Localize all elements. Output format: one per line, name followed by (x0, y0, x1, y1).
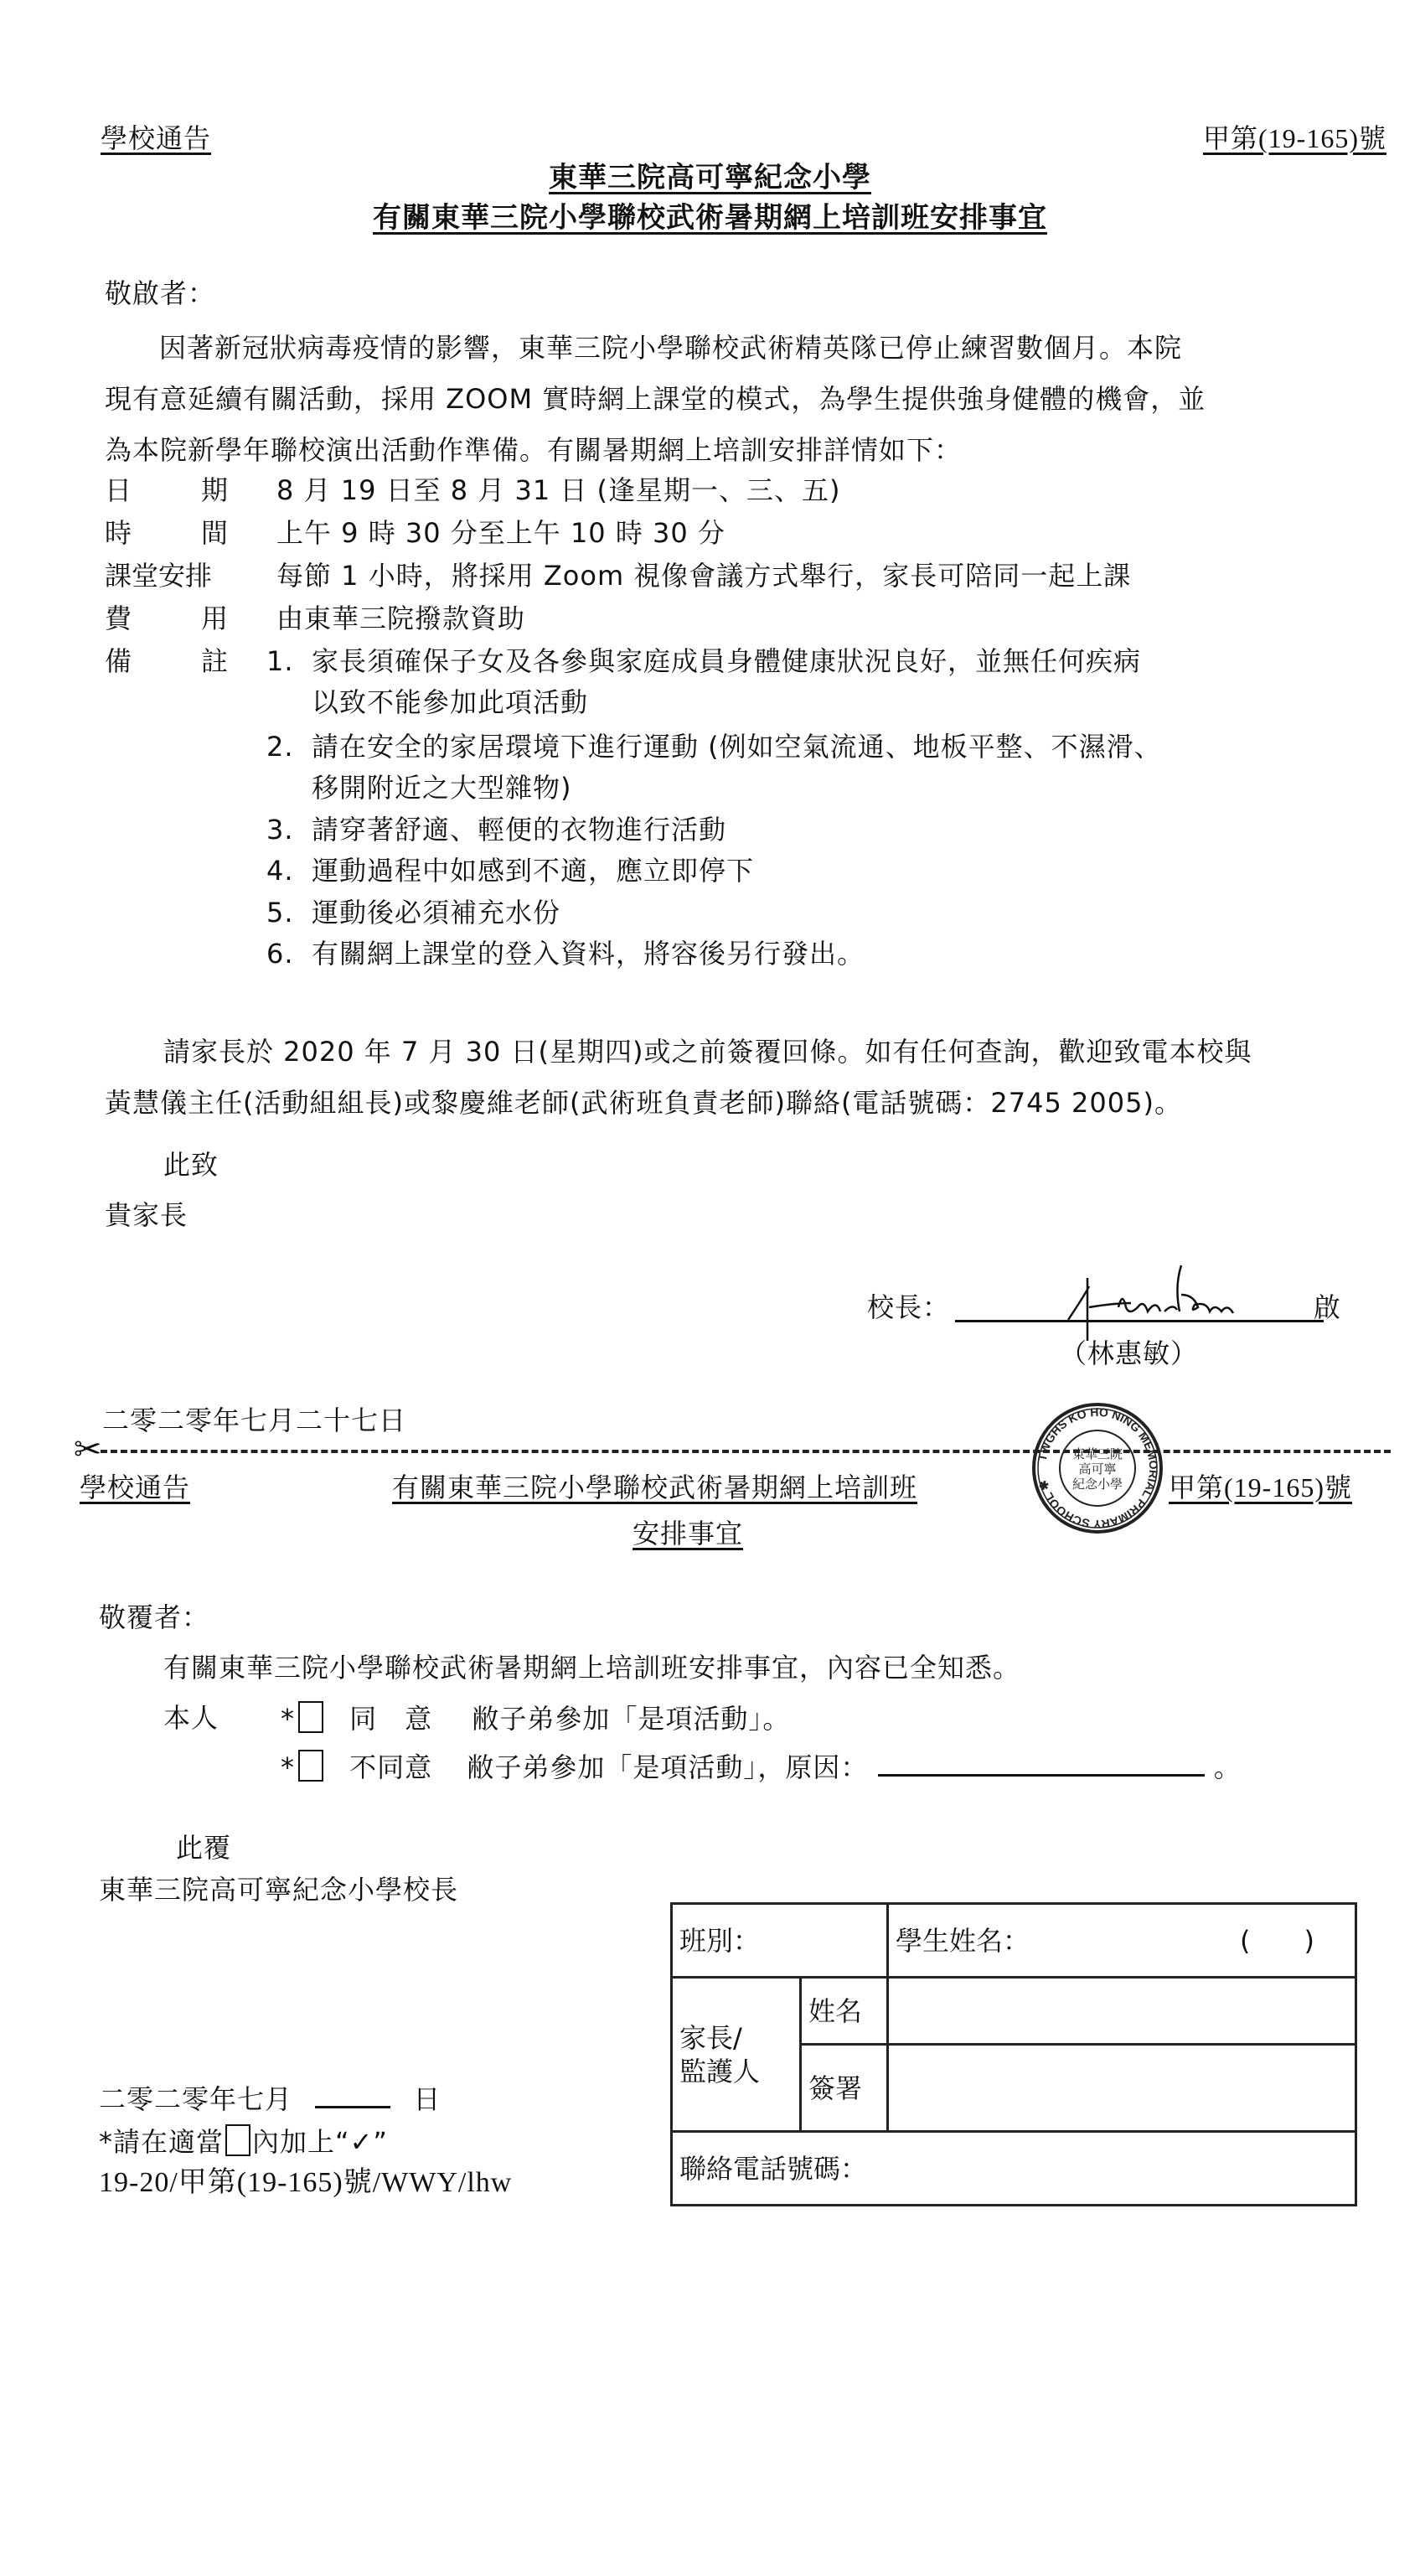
detail-label: 課堂安排 (105, 560, 213, 592)
remark-number: 6. (266, 938, 294, 970)
cut-line (101, 1450, 1391, 1453)
detail-label: 間 (201, 517, 229, 549)
reply-date-suffix: 日 (413, 2083, 441, 2115)
closing-to: 此致 (163, 1149, 219, 1181)
disagree-option[interactable] (281, 1750, 1242, 1784)
detail-label: 時 (105, 517, 132, 549)
class-field[interactable] (672, 1904, 888, 1978)
remark-number: 2. (266, 731, 294, 763)
disagree-label: 不同意 (349, 1751, 433, 1783)
guardian-label: 家長/ (679, 2021, 742, 2054)
reply-closing: 此覆 (176, 1832, 232, 1864)
detail-value: 8 月 19 日至 8 月 31 日 (逢星期一、三、五) (276, 474, 841, 506)
remark-text: 請穿著舒適、輕便的衣物進行活動 (312, 814, 727, 846)
checkbox-sample-icon (225, 2124, 250, 2156)
remark-number: 1. (266, 645, 294, 677)
remark-text: 運動後必須補充水份 (312, 897, 561, 928)
note-prefix: *請在適當 (99, 2126, 225, 2158)
detail-label: 期 (201, 474, 229, 506)
disagree-checkbox[interactable] (298, 1750, 323, 1782)
svg-text:TWGHS KO HO NING MEMORIAL PRIM: TWGHS KO HO NING MEMORIAL PRIMARY SCHOOL ✱ (1035, 1404, 1161, 1532)
reason-end: 。 (1213, 1751, 1242, 1783)
remark-text: 請在安全的家居環境下進行運動 (例如空氣流通、地板平整、不濕滑、 (312, 731, 1162, 763)
agree-text: 敝子弟參加「是項活動」。 (472, 1703, 791, 1735)
asterisk-mark: * (281, 1703, 295, 1735)
student-name-label: 學生姓名： (896, 1924, 1030, 1957)
footer-reference: 19-20/甲第(19-165)號/WWY/lhw (99, 2167, 513, 2198)
svg-text:高可寧: 高可寧 (1078, 1461, 1117, 1477)
disagree-text: 敝子弟參加「是項活動」，原因： (467, 1751, 869, 1783)
detail-value: 由東華三院撥款資助 (276, 603, 526, 634)
remark-number: 5. (266, 897, 294, 928)
reply-salutation: 敬覆者： (99, 1601, 210, 1633)
checkbox-note (99, 2124, 388, 2159)
remark-number: 4. (266, 855, 294, 887)
agree-checkbox[interactable] (298, 1701, 323, 1733)
agree-label: 同 意 (349, 1703, 433, 1735)
agree-option[interactable] (281, 1701, 790, 1735)
reply-acknowledgement: 有關東華三院小學聯校武術暑期網上培訓班安排事宜，內容已全知悉。 (163, 1652, 1021, 1684)
phone-label: 聯絡電話號碼： (679, 2152, 868, 2185)
reason-input[interactable] (878, 1774, 1205, 1777)
remark-number: 3. (266, 814, 294, 846)
school-stamp (1030, 1401, 1164, 1535)
class-number-parens: ( ) (1240, 1924, 1314, 1957)
guardian-label-cell (672, 1978, 801, 2132)
svg-text:紀念小學: 紀念小學 (1071, 1477, 1123, 1492)
notice-subject-text: 有關東華三院小學聯校武術暑期網上培訓班安排事宜 (373, 201, 1047, 235)
closing-recipient: 貴家長 (105, 1199, 188, 1231)
student-name-field[interactable] (888, 1904, 1356, 1978)
reply-subject-line1: 有關東華三院小學聯校武術暑期網上培訓班 (392, 1472, 918, 1503)
remark-text: 以致不能參加此項活動 (312, 686, 589, 718)
notice-label: 學校通告 (101, 123, 212, 153)
detail-label: 用 (201, 603, 229, 634)
notice-date: 二零二零年七月二十七日 (102, 1404, 407, 1436)
reply-notice-label: 學校通告 (80, 1472, 191, 1503)
respect-mark: 啟 (1314, 1291, 1342, 1323)
parent-signature-input[interactable] (888, 2045, 1356, 2132)
detail-label: 費 (105, 603, 132, 634)
scissors-icon: ✂ (74, 1430, 102, 1469)
para2-line1: 請家長於 2020 年 7 月 30 日(星期四)或之前簽覆回條。如有任何查詢，歡迎致電本校與 (163, 1036, 1252, 1068)
note-suffix: 內加上“✓” (252, 2126, 388, 2158)
parent-sign-label: 簽署 (808, 2072, 863, 2104)
reply-recipient: 東華三院高可寧紀念小學校長 (99, 1874, 459, 1906)
reply-date (99, 2082, 441, 2116)
salutation: 敬啟者： (105, 277, 216, 309)
class-label: 班別： (679, 1924, 761, 1957)
school-name-text: 東華三院高可寧紀念小學 (549, 161, 871, 194)
remark-text: 家長須確保子女及各參與家庭成員身體健康狀況良好，並無任何疾病 (312, 645, 1142, 677)
asterisk-mark: * (281, 1751, 295, 1783)
name-label-cell (801, 1978, 888, 2045)
sign-label-cell (801, 2045, 888, 2132)
reply-day-input[interactable] (315, 2106, 390, 2108)
para1-line3: 為本院新學年聯校演出活動作準備。有關暑期網上培訓安排詳情如下： (105, 434, 963, 466)
reply-self-label: 本人 (163, 1702, 219, 1734)
reference-number: 甲第(19-165)號 (1203, 123, 1386, 153)
para1-line1: 因著新冠狀病毒疫情的影響，東華三院小學聯校武術精英隊已停止練習數個月。本院 (159, 332, 1183, 364)
reply-form-table (670, 1902, 1357, 2206)
principal-label: 校長： (867, 1291, 951, 1323)
guardian-label: 監護人 (679, 2055, 761, 2087)
principal-name: （林惠敏） (1060, 1337, 1199, 1369)
phone-field[interactable] (672, 2132, 1356, 2206)
notice-subject (0, 201, 1420, 235)
school-name (0, 161, 1420, 194)
parent-name-input[interactable] (888, 1978, 1356, 2045)
detail-value: 上午 9 時 30 分至上午 10 時 30 分 (276, 517, 725, 549)
remark-text: 運動過程中如感到不適，應立即停下 (312, 855, 755, 887)
reply-date-prefix: 二零二零年七月 (99, 2083, 293, 2115)
remark-text: 有關網上課堂的登入資料，將容後另行發出。 (312, 938, 865, 970)
para2-line2: 黃慧儀主任(活動組組長)或黎慶維老師(武術班負責老師)聯絡(電話號碼：2745 2005)。 (105, 1087, 1182, 1119)
reply-subject-line2: 安排事宜 (633, 1518, 744, 1549)
remark-text: 移開附近之大型雜物) (312, 772, 572, 804)
parent-name-label: 姓名 (808, 1994, 863, 2027)
detail-label: 日 (105, 474, 132, 506)
para1-line2: 現有意延續有關活動，採用 ZOOM 實時網上課堂的模式，為學生提供強身健體的機會，並 (105, 383, 1206, 415)
remarks-label: 註 (201, 645, 229, 677)
detail-value: 每節 1 小時，將採用 Zoom 視像會議方式舉行，家長可陪同一起上課 (276, 560, 1132, 592)
remarks-label: 備 (105, 645, 132, 677)
reply-reference-number: 甲第(19-165)號 (1169, 1472, 1352, 1503)
svg-text:東華三院: 東華三院 (1071, 1446, 1123, 1461)
principal-signature (1039, 1261, 1257, 1328)
